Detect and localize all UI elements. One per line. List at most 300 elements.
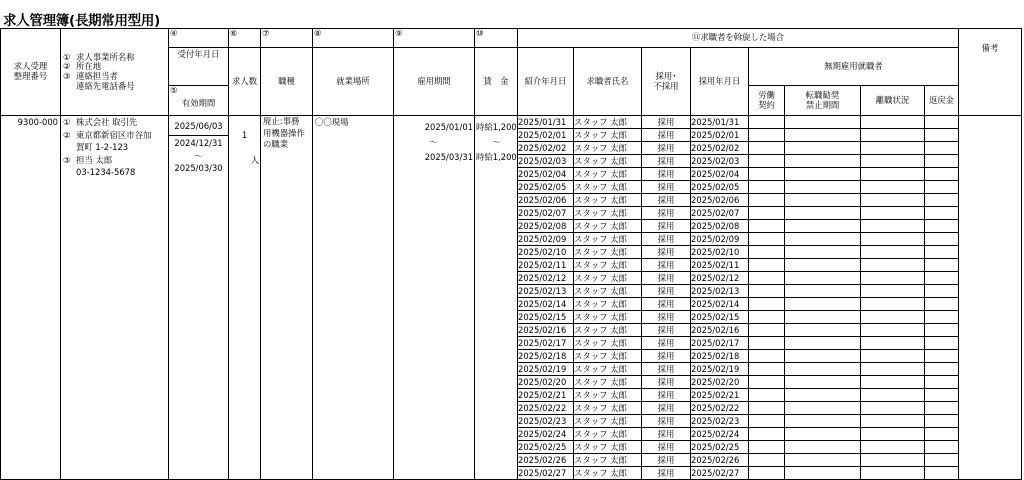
- intro-date: 2025/02/16: [518, 324, 574, 337]
- adopt-result: 採用: [642, 142, 691, 155]
- labor-contract-cell: [749, 415, 785, 428]
- refund-cell: [925, 298, 959, 311]
- labor-contract-cell: [749, 402, 785, 415]
- adopt-result: 採用: [642, 467, 691, 480]
- seeker-name: スタッフ 太郎: [574, 389, 642, 402]
- intro-date: 2025/02/22: [518, 402, 574, 415]
- hire-date: 2025/02/17: [691, 337, 749, 350]
- period-tilde: ～: [429, 137, 438, 147]
- labor-contract-cell: [749, 142, 785, 155]
- hire-date: 2025/02/09: [691, 233, 749, 246]
- intro-date: 2025/02/13: [518, 285, 574, 298]
- labor-contract-cell: [749, 337, 785, 350]
- intro-date: 2025/02/10: [518, 246, 574, 259]
- seeker-name: スタッフ 太郎: [574, 285, 642, 298]
- work-place: 〇〇現場: [315, 117, 349, 127]
- intro-date: 2025/02/14: [518, 298, 574, 311]
- leave-status-cell: [861, 324, 925, 337]
- work-place-cell: [313, 116, 394, 480]
- refund-cell: [925, 428, 959, 441]
- header-place-num: ⑧: [313, 29, 394, 48]
- valid-to: 2025/03/30: [174, 163, 223, 173]
- intro-date: 2025/02/03: [518, 155, 574, 168]
- seeker-name: スタッフ 太郎: [574, 207, 642, 220]
- seeker-name: スタッフ 太郎: [574, 168, 642, 181]
- adopt-result: 採用: [642, 350, 691, 363]
- seeker-name: スタッフ 太郎: [574, 311, 642, 324]
- header-company-item-num: [63, 82, 74, 92]
- labor-contract-cell: [749, 272, 785, 285]
- transfer-ban-cell: [785, 311, 861, 324]
- seeker-name: スタッフ 太郎: [574, 116, 642, 129]
- labor-contract-cell: [749, 194, 785, 207]
- header-indefinite: 無期雇用就職者: [749, 48, 959, 86]
- labor-contract-cell: [749, 181, 785, 194]
- header-place: 就業場所: [313, 48, 394, 116]
- adopt-result: 採用: [642, 285, 691, 298]
- receipt-number-cell: [1, 116, 61, 480]
- job-type-line: 用機器操作: [263, 127, 305, 138]
- leave-status-cell: [861, 363, 925, 376]
- transfer-ban-cell: [785, 181, 861, 194]
- job-register-table: [0, 28, 1022, 480]
- intro-date: 2025/02/09: [518, 233, 574, 246]
- header-received-date: 受付年月日: [169, 48, 229, 86]
- valid-from: 2024/12/31: [174, 138, 223, 148]
- company-info-text: 担当 太郎: [76, 154, 113, 165]
- job-count-unit: 人: [250, 155, 259, 165]
- leave-status-cell: [861, 467, 925, 480]
- labor-contract-cell: [749, 363, 785, 376]
- adopt-result: 採用: [642, 168, 691, 181]
- adopt-result: 採用: [642, 129, 691, 142]
- labor-contract-cell: [749, 129, 785, 142]
- header-company-item-num: ②: [63, 61, 71, 72]
- wage-to: 時給1,200: [476, 152, 517, 162]
- adopt-result: 採用: [642, 402, 691, 415]
- transfer-ban-cell: [785, 467, 861, 480]
- seeker-name: スタッフ 太郎: [574, 428, 642, 441]
- seeker-name: スタッフ 太郎: [574, 233, 642, 246]
- seeker-name: スタッフ 太郎: [574, 155, 642, 168]
- intro-date: 2025/02/08: [518, 220, 574, 233]
- adopt-result: 採用: [642, 324, 691, 337]
- refund-cell: [925, 389, 959, 402]
- transfer-ban-cell: [785, 246, 861, 259]
- leave-status-cell: [861, 116, 925, 129]
- header-company-item-label: 連絡担当者: [76, 71, 118, 81]
- seeker-name: スタッフ 太郎: [574, 298, 642, 311]
- seeker-name: スタッフ 太郎: [574, 467, 642, 480]
- company-info-num: ①: [63, 117, 71, 127]
- transfer-ban-cell: [785, 298, 861, 311]
- header-company-item-num: ③: [63, 71, 71, 81]
- valid-tilde: ～: [194, 150, 203, 161]
- refund-cell: [925, 285, 959, 298]
- labor-contract-cell: [749, 298, 785, 311]
- refund-cell: [925, 415, 959, 428]
- adopt-result: 採用: [642, 181, 691, 194]
- intro-date: 2025/02/11: [518, 259, 574, 272]
- transfer-ban-cell: [785, 363, 861, 376]
- hire-date: 2025/02/03: [691, 155, 749, 168]
- refund-cell: [925, 246, 959, 259]
- refund-cell: [925, 350, 959, 363]
- company-info-line: [63, 116, 168, 129]
- seeker-name: スタッフ 太郎: [574, 246, 642, 259]
- adopt-result: 採用: [642, 246, 691, 259]
- seeker-name: スタッフ 太郎: [574, 441, 642, 454]
- refund-cell: [925, 142, 959, 155]
- seeker-name: スタッフ 太郎: [574, 363, 642, 376]
- placement-row: [1, 116, 1022, 129]
- header-wage: 賃 金: [475, 48, 518, 116]
- labor-contract-cell: [749, 233, 785, 246]
- adopt-result: 採用: [642, 220, 691, 233]
- job-count-cell: [229, 116, 261, 480]
- transfer-ban-cell: [785, 428, 861, 441]
- refund-cell: [925, 272, 959, 285]
- hire-date: 2025/02/15: [691, 311, 749, 324]
- leave-status-cell: [861, 155, 925, 168]
- company-info-text: 賀町 1-2-123: [76, 142, 129, 152]
- hire-date: 2025/02/06: [691, 194, 749, 207]
- job-count: 1: [241, 130, 248, 140]
- leave-status-cell: [861, 207, 925, 220]
- transfer-ban-cell: [785, 415, 861, 428]
- leave-status-cell: [861, 298, 925, 311]
- labor-contract-cell: [749, 246, 785, 259]
- intro-date: 2025/02/04: [518, 168, 574, 181]
- header-intro-date: 紹介年月日: [518, 48, 574, 116]
- seeker-name: スタッフ 太郎: [574, 454, 642, 467]
- seeker-name: スタッフ 太郎: [574, 181, 642, 194]
- header-period-num: ⑨: [394, 29, 475, 48]
- leave-status-cell: [861, 246, 925, 259]
- hire-date: 2025/02/12: [691, 272, 749, 285]
- company-info-text: 03-1234-5678: [76, 167, 136, 177]
- intro-date: 2025/02/19: [518, 363, 574, 376]
- refund-cell: [925, 376, 959, 389]
- hire-date: 2025/02/26: [691, 454, 749, 467]
- refund-cell: [925, 116, 959, 129]
- job-type-line: の職業: [263, 139, 289, 149]
- header-wage-num: ⑩: [475, 29, 518, 48]
- adopt-result: 採用: [642, 116, 691, 129]
- header-transfer-ban: 転職勧奨 禁止期間: [785, 86, 861, 116]
- leave-status-cell: [861, 129, 925, 142]
- leave-status-cell: [861, 350, 925, 363]
- refund-cell: [925, 233, 959, 246]
- hire-date: 2025/02/24: [691, 428, 749, 441]
- leave-status-cell: [861, 142, 925, 155]
- refund-cell: [925, 363, 959, 376]
- header-company-item-label: 求人事業所名称: [76, 51, 135, 62]
- adopt-result: 採用: [642, 207, 691, 220]
- labor-contract-cell: [749, 350, 785, 363]
- company-info-line: [63, 166, 168, 179]
- refund-cell: [925, 207, 959, 220]
- adopt-result: 採用: [642, 298, 691, 311]
- seeker-name: スタッフ 太郎: [574, 402, 642, 415]
- transfer-ban-cell: [785, 376, 861, 389]
- refund-cell: [925, 155, 959, 168]
- leave-status-cell: [861, 259, 925, 272]
- labor-contract-cell: [749, 376, 785, 389]
- intro-date: 2025/02/02: [518, 142, 574, 155]
- hire-date: 2025/02/22: [691, 402, 749, 415]
- intro-date: 2025/02/23: [518, 415, 574, 428]
- company-info-line: [63, 129, 168, 142]
- leave-status-cell: [861, 376, 925, 389]
- header-remarks: 備考: [959, 29, 1022, 116]
- leave-status-cell: [861, 168, 925, 181]
- labor-contract-cell: [749, 324, 785, 337]
- labor-contract-cell: [749, 285, 785, 298]
- transfer-ban-cell: [785, 207, 861, 220]
- transfer-ban-cell: [785, 389, 861, 402]
- header-labor-contract: 労働 契約: [749, 86, 785, 116]
- header-company-item-label: 連絡先電話番号: [76, 80, 135, 91]
- transfer-ban-cell: [785, 324, 861, 337]
- transfer-ban-cell: [785, 168, 861, 181]
- hire-date: 2025/02/10: [691, 246, 749, 259]
- period-to: 2025/03/31: [424, 152, 473, 162]
- leave-status-cell: [861, 194, 925, 207]
- leave-status-cell: [861, 233, 925, 246]
- hire-date: 2025/02/25: [691, 441, 749, 454]
- labor-contract-cell: [749, 155, 785, 168]
- adopt-result: 採用: [642, 363, 691, 376]
- intro-date: 2025/02/18: [518, 350, 574, 363]
- refund-cell: [925, 454, 959, 467]
- refund-cell: [925, 168, 959, 181]
- hire-date: 2025/02/16: [691, 324, 749, 337]
- wage-cell: [475, 116, 518, 480]
- hire-date: 2025/02/14: [691, 298, 749, 311]
- transfer-ban-cell: [785, 129, 861, 142]
- adopt-result: 採用: [642, 428, 691, 441]
- adopt-result: 採用: [642, 441, 691, 454]
- refund-cell: [925, 402, 959, 415]
- hire-date: 2025/02/08: [691, 220, 749, 233]
- leave-status-cell: [861, 272, 925, 285]
- labor-contract-cell: [749, 467, 785, 480]
- hire-date: 2025/02/27: [691, 467, 749, 480]
- adopt-result: 採用: [642, 389, 691, 402]
- header-valid-period: ⑤ 有効期間: [169, 86, 229, 116]
- refund-cell: [925, 194, 959, 207]
- intro-date: 2025/02/12: [518, 272, 574, 285]
- refund-cell: [925, 441, 959, 454]
- transfer-ban-cell: [785, 454, 861, 467]
- company-info-num: [63, 166, 74, 179]
- intro-date: 2025/02/05: [518, 181, 574, 194]
- hire-date: 2025/02/20: [691, 376, 749, 389]
- seeker-name: スタッフ 太郎: [574, 129, 642, 142]
- leave-status-cell: [861, 389, 925, 402]
- adopt-result: 採用: [642, 194, 691, 207]
- header-company-item-label: 所在地: [76, 61, 102, 72]
- adopt-result: 採用: [642, 155, 691, 168]
- header-receipt-number: 求人受理 整理番号: [1, 29, 61, 116]
- intro-date: 2025/01/31: [518, 116, 574, 129]
- labor-contract-cell: [749, 220, 785, 233]
- adopt-result: 採用: [642, 311, 691, 324]
- header-count: 求人数: [229, 48, 261, 116]
- transfer-ban-cell: [785, 155, 861, 168]
- received-valid-cell: [169, 116, 229, 480]
- adopt-result: 採用: [642, 376, 691, 389]
- adopt-result: 採用: [642, 259, 691, 272]
- seeker-name: スタッフ 太郎: [574, 220, 642, 233]
- labor-contract-cell: [749, 441, 785, 454]
- job-type-cell: [261, 116, 313, 480]
- refund-cell: [925, 337, 959, 350]
- labor-contract-cell: [749, 259, 785, 272]
- hire-date: 2025/02/13: [691, 285, 749, 298]
- labor-contract-cell: [749, 454, 785, 467]
- company-info-num: ②: [63, 129, 71, 140]
- header-period: 雇用期間: [394, 48, 475, 116]
- labor-contract-cell: [749, 207, 785, 220]
- header-company-item-num: ①: [63, 51, 71, 62]
- header-leave-status: 離職状況: [861, 86, 925, 116]
- transfer-ban-cell: [785, 194, 861, 207]
- intro-date: 2025/02/20: [518, 376, 574, 389]
- header-company-info: [61, 29, 169, 116]
- intro-date: 2025/02/21: [518, 389, 574, 402]
- header-company-item: [63, 82, 168, 92]
- company-info-cell: [61, 116, 169, 480]
- leave-status-cell: [861, 311, 925, 324]
- header-adopt: 採用･ 不採用: [642, 48, 691, 116]
- company-info-num: [63, 141, 74, 154]
- seeker-name: スタッフ 太郎: [574, 350, 642, 363]
- seeker-name: スタッフ 太郎: [574, 142, 642, 155]
- company-info-num: ③: [63, 154, 71, 165]
- refund-cell: [925, 259, 959, 272]
- transfer-ban-cell: [785, 272, 861, 285]
- hire-date: 2025/02/23: [691, 415, 749, 428]
- labor-contract-cell: [749, 389, 785, 402]
- header-received-date-num: ④: [169, 29, 229, 48]
- header-placement-group: ⑪求職者を斡旋した場合: [518, 29, 959, 48]
- hire-date: 2025/02/19: [691, 363, 749, 376]
- hire-date: 2025/02/11: [691, 259, 749, 272]
- header-seeker-name: 求職者氏名: [574, 48, 642, 116]
- transfer-ban-cell: [785, 142, 861, 155]
- seeker-name: スタッフ 太郎: [574, 272, 642, 285]
- employment-period-cell: [394, 116, 475, 480]
- refund-cell: [925, 220, 959, 233]
- leave-status-cell: [861, 220, 925, 233]
- adopt-result: 採用: [642, 337, 691, 350]
- leave-status-cell: [861, 454, 925, 467]
- wage-from: 時給1,200: [476, 122, 517, 132]
- transfer-ban-cell: [785, 220, 861, 233]
- refund-cell: [925, 467, 959, 480]
- refund-cell: [925, 311, 959, 324]
- received-date: 2025/06/03: [169, 116, 228, 136]
- transfer-ban-cell: [785, 259, 861, 272]
- header-refund: 返戻金: [925, 86, 959, 116]
- header-count-num: ⑥: [229, 29, 261, 48]
- intro-date: 2025/02/24: [518, 428, 574, 441]
- seeker-name: スタッフ 太郎: [574, 324, 642, 337]
- hire-date: 2025/02/07: [691, 207, 749, 220]
- header-job-num: ⑦: [261, 29, 313, 48]
- hire-date: 2025/02/05: [691, 181, 749, 194]
- company-info-line: [63, 154, 168, 167]
- adopt-result: 採用: [642, 272, 691, 285]
- hire-date: 2025/02/18: [691, 350, 749, 363]
- company-info-text: 東京都新宿区市谷加: [76, 129, 152, 140]
- transfer-ban-cell: [785, 337, 861, 350]
- intro-date: 2025/02/01: [518, 129, 574, 142]
- labor-contract-cell: [749, 311, 785, 324]
- transfer-ban-cell: [785, 285, 861, 298]
- leave-status-cell: [861, 402, 925, 415]
- intro-date: 2025/02/17: [518, 337, 574, 350]
- transfer-ban-cell: [785, 350, 861, 363]
- seeker-name: スタッフ 太郎: [574, 194, 642, 207]
- hire-date: 2025/02/01: [691, 129, 749, 142]
- refund-cell: [925, 324, 959, 337]
- intro-date: 2025/02/25: [518, 441, 574, 454]
- intro-date: 2025/02/07: [518, 207, 574, 220]
- hire-date: 2025/02/02: [691, 142, 749, 155]
- adopt-result: 採用: [642, 454, 691, 467]
- leave-status-cell: [861, 441, 925, 454]
- seeker-name: スタッフ 太郎: [574, 376, 642, 389]
- adopt-result: 採用: [642, 415, 691, 428]
- transfer-ban-cell: [785, 116, 861, 129]
- labor-contract-cell: [749, 116, 785, 129]
- receipt-number: 9300-000: [17, 117, 58, 127]
- seeker-name: スタッフ 太郎: [574, 337, 642, 350]
- leave-status-cell: [861, 415, 925, 428]
- transfer-ban-cell: [785, 233, 861, 246]
- remarks-cell: [959, 116, 1022, 480]
- refund-cell: [925, 181, 959, 194]
- intro-date: 2025/02/15: [518, 311, 574, 324]
- header-hire-date: 採用年月日: [691, 48, 749, 116]
- labor-contract-cell: [749, 168, 785, 181]
- hire-date: 2025/01/31: [691, 116, 749, 129]
- intro-date: 2025/02/06: [518, 194, 574, 207]
- leave-status-cell: [861, 337, 925, 350]
- header-job: 職種: [261, 48, 313, 116]
- page-title: 求人管理簿(長期常用型用): [3, 13, 160, 29]
- leave-status-cell: [861, 285, 925, 298]
- intro-date: 2025/02/26: [518, 454, 574, 467]
- company-info-text: 株式会社 取引先: [76, 117, 138, 127]
- period-from: 2025/01/01: [424, 122, 473, 132]
- leave-status-cell: [861, 428, 925, 441]
- intro-date: 2025/02/27: [518, 467, 574, 480]
- hire-date: 2025/02/21: [691, 389, 749, 402]
- transfer-ban-cell: [785, 441, 861, 454]
- wage-tilde: ～: [492, 137, 501, 147]
- seeker-name: スタッフ 太郎: [574, 415, 642, 428]
- company-info-line: [63, 141, 168, 154]
- refund-cell: [925, 129, 959, 142]
- job-type-line: 廃止:事務: [263, 116, 300, 126]
- labor-contract-cell: [749, 428, 785, 441]
- hire-date: 2025/02/04: [691, 168, 749, 181]
- seeker-name: スタッフ 太郎: [574, 259, 642, 272]
